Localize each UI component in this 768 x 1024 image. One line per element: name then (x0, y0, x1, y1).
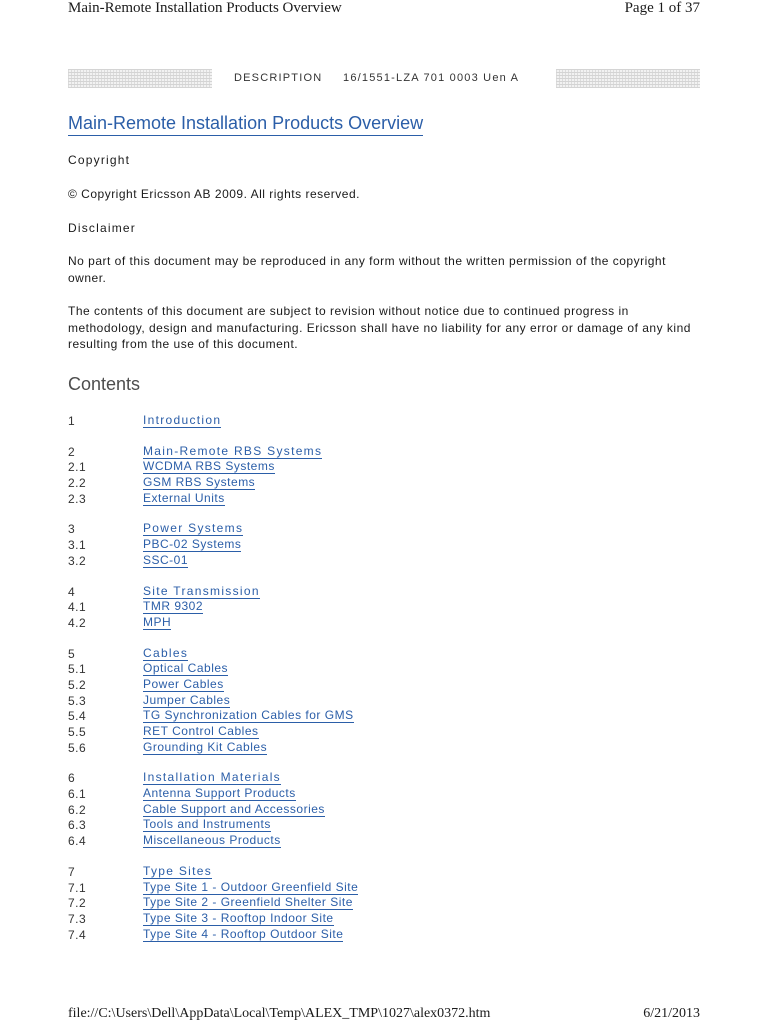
toc-entry-number: 5.1 (68, 662, 87, 677)
toc-entry-number: 2.1 (68, 460, 87, 475)
header-title: Main-Remote Installation Products Overview (68, 0, 342, 16)
toc-entry-number: 5.4 (68, 709, 87, 724)
band-pattern-right (556, 69, 700, 88)
toc-entry (68, 694, 700, 710)
page-header (68, 0, 700, 22)
disclaimer-label: Disclaimer (68, 221, 137, 235)
toc-entry-link[interactable]: Type Site 4 - Rooftop Outdoor Site (143, 926, 344, 941)
toc-group (68, 647, 700, 757)
description-label: DESCRIPTION (234, 72, 323, 84)
toc-entry-link[interactable]: Cables (143, 645, 189, 660)
toc-entry-link[interactable]: Main-Remote RBS Systems (143, 443, 323, 458)
toc-entry-number: 4.1 (68, 600, 87, 615)
toc-entry-link[interactable]: Installation Materials (143, 770, 281, 785)
toc-entry-number: 2 (68, 444, 76, 459)
toc-group (68, 585, 700, 632)
table-of-contents (68, 414, 700, 958)
toc-entry (68, 678, 700, 694)
toc-entry-number: 7.3 (68, 911, 87, 926)
toc-entry-link[interactable]: Power Cables (143, 676, 224, 691)
toc-entry-number: 7 (68, 864, 76, 879)
toc-entry-number: 6.3 (68, 818, 87, 833)
toc-entry (68, 522, 700, 538)
toc-entry-link[interactable]: Site Transmission (143, 583, 260, 598)
toc-entry-number: 5.6 (68, 740, 87, 755)
file-path: file://C:\Users\Dell\AppData\Local\Temp\ALEX_TMP\1027\alex0372.htm (68, 1006, 491, 1021)
contents-heading: Contents (68, 374, 141, 394)
toc-group (68, 445, 700, 508)
toc-entry-number: 3.2 (68, 553, 87, 568)
page-number: Page 1 of 37 (624, 0, 700, 16)
toc-entry-number: 6 (68, 771, 76, 786)
toc-entry (68, 460, 700, 476)
toc-entry-link[interactable]: Introduction (143, 413, 222, 427)
toc-entry (68, 881, 700, 897)
toc-entry (68, 787, 700, 803)
toc-entry-number: 5 (68, 646, 76, 661)
toc-entry-number: 5.5 (68, 725, 87, 739)
toc-entry-number: 7.4 (68, 927, 87, 942)
toc-entry-number: 6.1 (68, 787, 87, 802)
toc-entry (68, 818, 700, 834)
toc-entry-link[interactable]: Type Sites (143, 863, 213, 878)
toc-entry-link[interactable]: SSC-01 (143, 552, 189, 567)
toc-entry (68, 928, 700, 944)
toc-entry-link[interactable]: Optical Cables (143, 661, 229, 676)
toc-entry (68, 538, 700, 554)
toc-entry (68, 834, 700, 850)
toc-entry-number: 3 (68, 522, 76, 537)
toc-entry (68, 741, 700, 757)
toc-entry-number: 4 (68, 584, 76, 599)
toc-entry-number: 6.2 (68, 802, 87, 817)
toc-entry-link[interactable]: Cable Support and Accessories (143, 801, 325, 816)
toc-entry (68, 647, 700, 663)
copyright-label: Copyright (68, 153, 131, 167)
toc-entry-link[interactable]: Tools and Instruments (143, 817, 271, 832)
toc-entry (68, 554, 700, 570)
toc-entry (68, 771, 700, 787)
toc-entry-link[interactable]: PBC-02 Systems (143, 537, 242, 552)
toc-entry (68, 865, 700, 881)
toc-entry-number: 5.3 (68, 693, 87, 708)
toc-entry-link[interactable]: Miscellaneous Products (143, 833, 281, 848)
toc-entry-number: 7.1 (68, 880, 87, 895)
document-number: 16/1551-LZA 701 0003 Uen A (343, 72, 520, 84)
toc-entry (68, 476, 700, 492)
toc-entry-number: 7.2 (68, 896, 87, 911)
document-title: Main-Remote Installation Products Overview (68, 112, 423, 136)
toc-group (68, 414, 700, 430)
toc-entry-link[interactable]: Antenna Support Products (143, 786, 296, 801)
toc-entry (68, 912, 700, 928)
document-id-band (68, 68, 700, 90)
toc-entry (68, 709, 700, 725)
toc-group (68, 771, 700, 849)
toc-entry (68, 662, 700, 678)
toc-entry-link[interactable]: Type Site 1 - Outdoor Greenfield Site (143, 879, 359, 894)
toc-entry-link[interactable]: External Units (143, 490, 225, 505)
toc-entry (68, 616, 700, 632)
toc-entry-link[interactable]: RET Control Cables (143, 724, 259, 738)
toc-entry-link[interactable]: Jumper Cables (143, 692, 231, 707)
toc-group (68, 865, 700, 943)
toc-entry-link[interactable]: WCDMA RBS Systems (143, 459, 275, 474)
copyright-text: © Copyright Ericsson AB 2009. All rights reserved. (68, 187, 360, 201)
toc-entry (68, 600, 700, 616)
page-footer (68, 1006, 700, 1024)
toc-entry-number: 5.2 (68, 677, 87, 692)
toc-entry-link[interactable]: GSM RBS Systems (143, 475, 256, 490)
toc-entry-link[interactable]: Grounding Kit Cables (143, 739, 268, 754)
toc-entry-link[interactable]: TG Synchronization Cables for GMS (143, 708, 354, 723)
toc-entry-number: 2.3 (68, 491, 87, 506)
toc-entry (68, 585, 700, 601)
toc-entry-link[interactable]: MPH (143, 614, 172, 629)
disclaimer-paragraph-2: The contents of this document are subject to revision without notice due to continued progress in methodology, design and manufacturing. Ericsson shall have no liability for any error or damage of any kind resulting from the use of this document. (68, 304, 691, 351)
toc-entry-number: 3.1 (68, 538, 87, 553)
toc-entry-number: 4.2 (68, 615, 87, 630)
toc-entry (68, 803, 700, 819)
toc-entry (68, 896, 700, 912)
toc-entry (68, 414, 700, 430)
toc-entry-link[interactable]: Power Systems (143, 521, 244, 536)
band-pattern-left (68, 69, 212, 88)
toc-entry-link[interactable]: Type Site 2 - Greenfield Shelter Site (143, 895, 353, 910)
toc-entry-link[interactable]: TMR 9302 (143, 599, 204, 614)
toc-entry (68, 492, 700, 508)
disclaimer-paragraph-1: No part of this document may be reproduced in any form without the written permission of the copyright owner. (68, 254, 666, 285)
toc-entry-link[interactable]: Type Site 3 - Rooftop Indoor Site (143, 910, 334, 925)
print-date: 6/21/2013 (643, 1006, 700, 1021)
toc-entry-number: 2.2 (68, 476, 87, 491)
toc-group (68, 522, 700, 569)
toc-entry-number: 6.4 (68, 834, 87, 849)
toc-entry-number: 1 (68, 414, 76, 428)
toc-entry (68, 725, 700, 741)
toc-entry (68, 445, 700, 461)
